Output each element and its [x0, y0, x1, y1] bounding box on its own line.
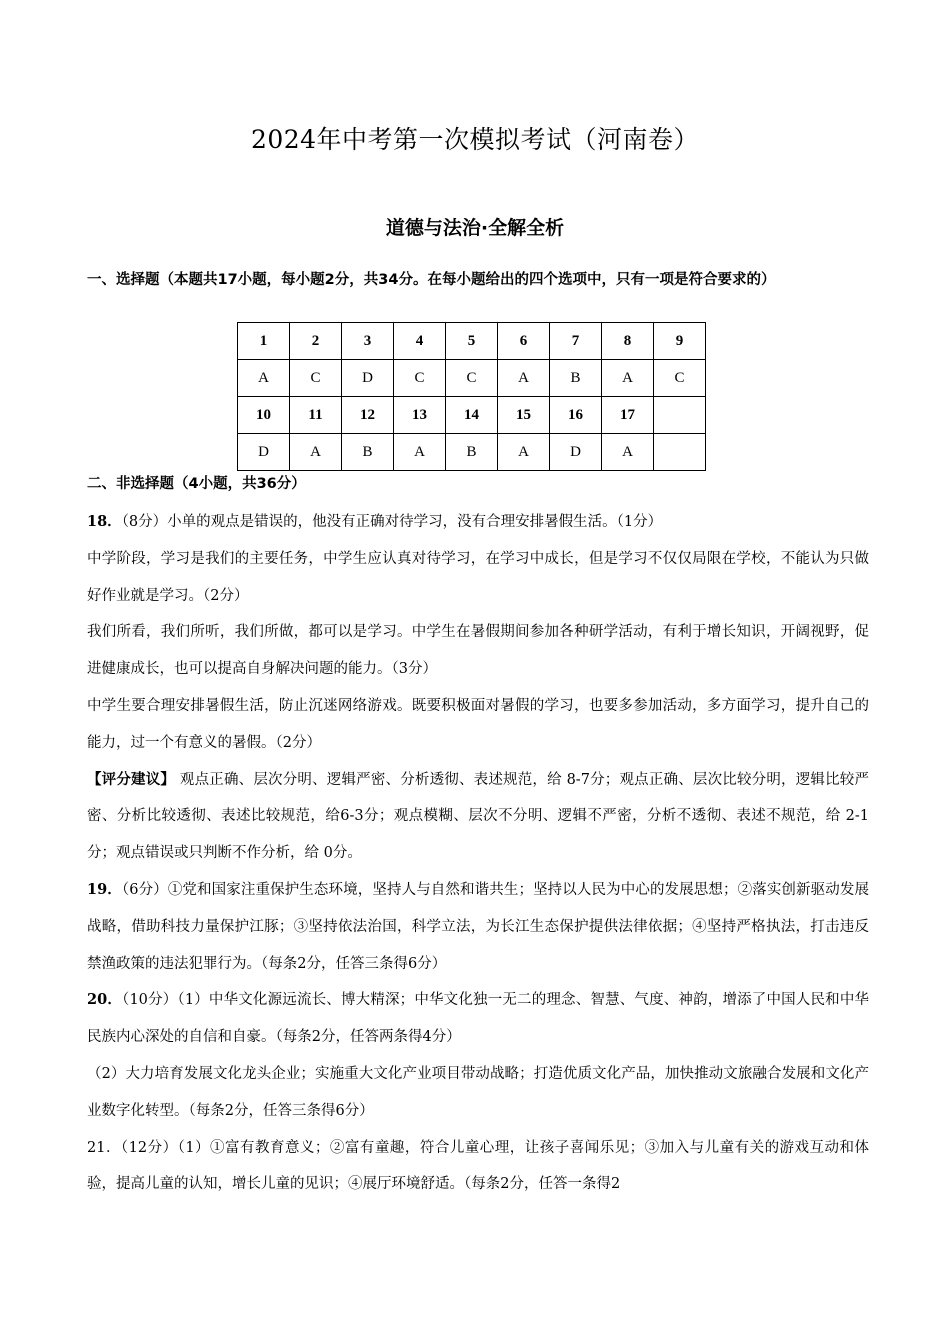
answer-cell: A [238, 360, 290, 397]
q19-answer [87, 872, 869, 982]
page-title: 2024年中考第一次模拟考试（河南卷） [250, 125, 700, 154]
q18-text: （8分）小单的观点是错误的，他没有正确对待学习，没有合理安排暑假生活。（1分） [121, 514, 663, 530]
scoring-text: 观点正确、层次分明、逻辑严密、分析透彻、表述规范，给 8-7分；观点正确、层次比较分明，逻辑比较严密、分析比较透彻、表述比较规范，给6-3分；观点模糊、层次不分明、逻辑不严密，分析不透彻、表述不规范，给 2-1分；观点错误或只判断不作分析，给 0分。 [87, 771, 869, 862]
q20-answer [87, 982, 869, 1056]
question-number-cell: 17 [602, 397, 654, 434]
q18-paragraph-4: 中学生要合理安排暑假生活，防止沉迷网络游戏。既要积极面对暑假的学习，也要多参加活动，多方面学习，提升自己的能力，过一个有意义的暑假。（2分） [87, 697, 869, 751]
question-number-cell: 11 [290, 397, 342, 434]
question-number-cell: 12 [342, 397, 394, 434]
answer-table-number-row [238, 397, 706, 434]
answer-cell: C [290, 360, 342, 397]
q18-paragraph-3: 我们所看，我们所听，我们所做，都可以是学习。中学生在暑假期间参加各种研学活动，有利于增长知识，开阔视野，促进健康成长，也可以提高自身解决问题的能力。（3分） [87, 624, 869, 678]
answer-body [87, 504, 869, 1203]
page-subtitle: 道德与法治·全解全析 [385, 217, 565, 239]
answer-cell: C [654, 360, 706, 397]
answer-cell: D [342, 360, 394, 397]
answer-cell: A [394, 434, 446, 471]
answer-cell: C [394, 360, 446, 397]
q18-paragraph-2: 中学阶段，学习是我们的主要任务，中学生应认真对待学习，在学习中成长，但是学习不仅仅局限在学校，不能认为只做好作业就是学习。（2分） [87, 550, 869, 604]
question-number-cell: 1 [238, 323, 290, 360]
question-number-cell [654, 397, 706, 434]
answer-cell [654, 434, 706, 471]
answer-cell: B [550, 360, 602, 397]
q18-scoring [87, 762, 869, 872]
q19-number: 19． [87, 880, 122, 898]
question-number-cell: 10 [238, 397, 290, 434]
answer-cell: B [446, 434, 498, 471]
question-number-cell: 2 [290, 323, 342, 360]
question-number-cell: 16 [550, 397, 602, 434]
question-number-cell: 15 [498, 397, 550, 434]
answer-table-answer-row [238, 434, 706, 471]
q19-text: （6分）①党和国家注重保护生态环境，坚持人与自然和谐共生；坚持以人民为中心的发展思想；②落实创新驱动发展战略，借助科技力量保护江豚；③坚持依法治国，科学立法，为长江生态保护提供法律依据；④坚持严格执法，打击违反禁渔政策的违法犯罪行为。（每条2分，任答三条得6分） [87, 881, 869, 972]
answer-table-answer-row [238, 360, 706, 397]
q18-line1 [87, 504, 869, 541]
answer-cell: A [602, 360, 654, 397]
scoring-label: 【评分建议】 [87, 770, 176, 788]
answer-cell: D [550, 434, 602, 471]
question-number-cell: 4 [394, 323, 446, 360]
answer-cell: B [342, 434, 394, 471]
q18-number: 18． [87, 513, 122, 530]
answer-table [237, 322, 706, 471]
answer-cell: D [238, 434, 290, 471]
section-two-heading: 二、非选择题（4小题，共36分） [87, 476, 306, 492]
question-number-cell: 9 [654, 323, 706, 360]
question-number-cell: 6 [498, 323, 550, 360]
q20-part2: （2）大力培育发展文化龙头企业；实施重大文化产业项目带动战略；打造优质文化产品，加快推动文旅融合发展和文化产业数字化转型。（每条2分，任答三条得6分） [87, 1065, 869, 1119]
section-one-heading: 一、选择题（本题共17小题，每小题2分，共34分。在每小题给出的四个选项中，只有一项是符合要求的） [87, 272, 776, 288]
answer-cell: A [498, 434, 550, 471]
question-number-cell: 14 [446, 397, 498, 434]
q21-answer: 21．（12分）（1）①富有教育意义；②富有童趣，符合儿童心理，让孩子喜闻乐见；③加入与儿童有关的游戏互动和体验，提高儿童的认知，增长儿童的见识；④展厅环境舒适。（每条2分，任答一条得2 [87, 1139, 869, 1193]
q20-number: 20． [87, 991, 123, 1009]
answer-cell: A [290, 434, 342, 471]
answer-cell: A [498, 360, 550, 397]
question-number-cell: 13 [394, 397, 446, 434]
question-number-cell: 3 [342, 323, 394, 360]
answer-cell: A [602, 434, 654, 471]
answer-cell: C [446, 360, 498, 397]
question-number-cell: 8 [602, 323, 654, 360]
question-number-cell: 7 [550, 323, 602, 360]
question-number-cell: 5 [446, 323, 498, 360]
answer-table-number-row [238, 323, 706, 360]
q20-text: （10分）（1）中华文化源远流长、博大精深；中华文化独一无二的理念、智慧、气度、神韵，增添了中国人民和中华民族内心深处的自信和自豪。（每条2分，任答两条得4分） [87, 992, 869, 1046]
